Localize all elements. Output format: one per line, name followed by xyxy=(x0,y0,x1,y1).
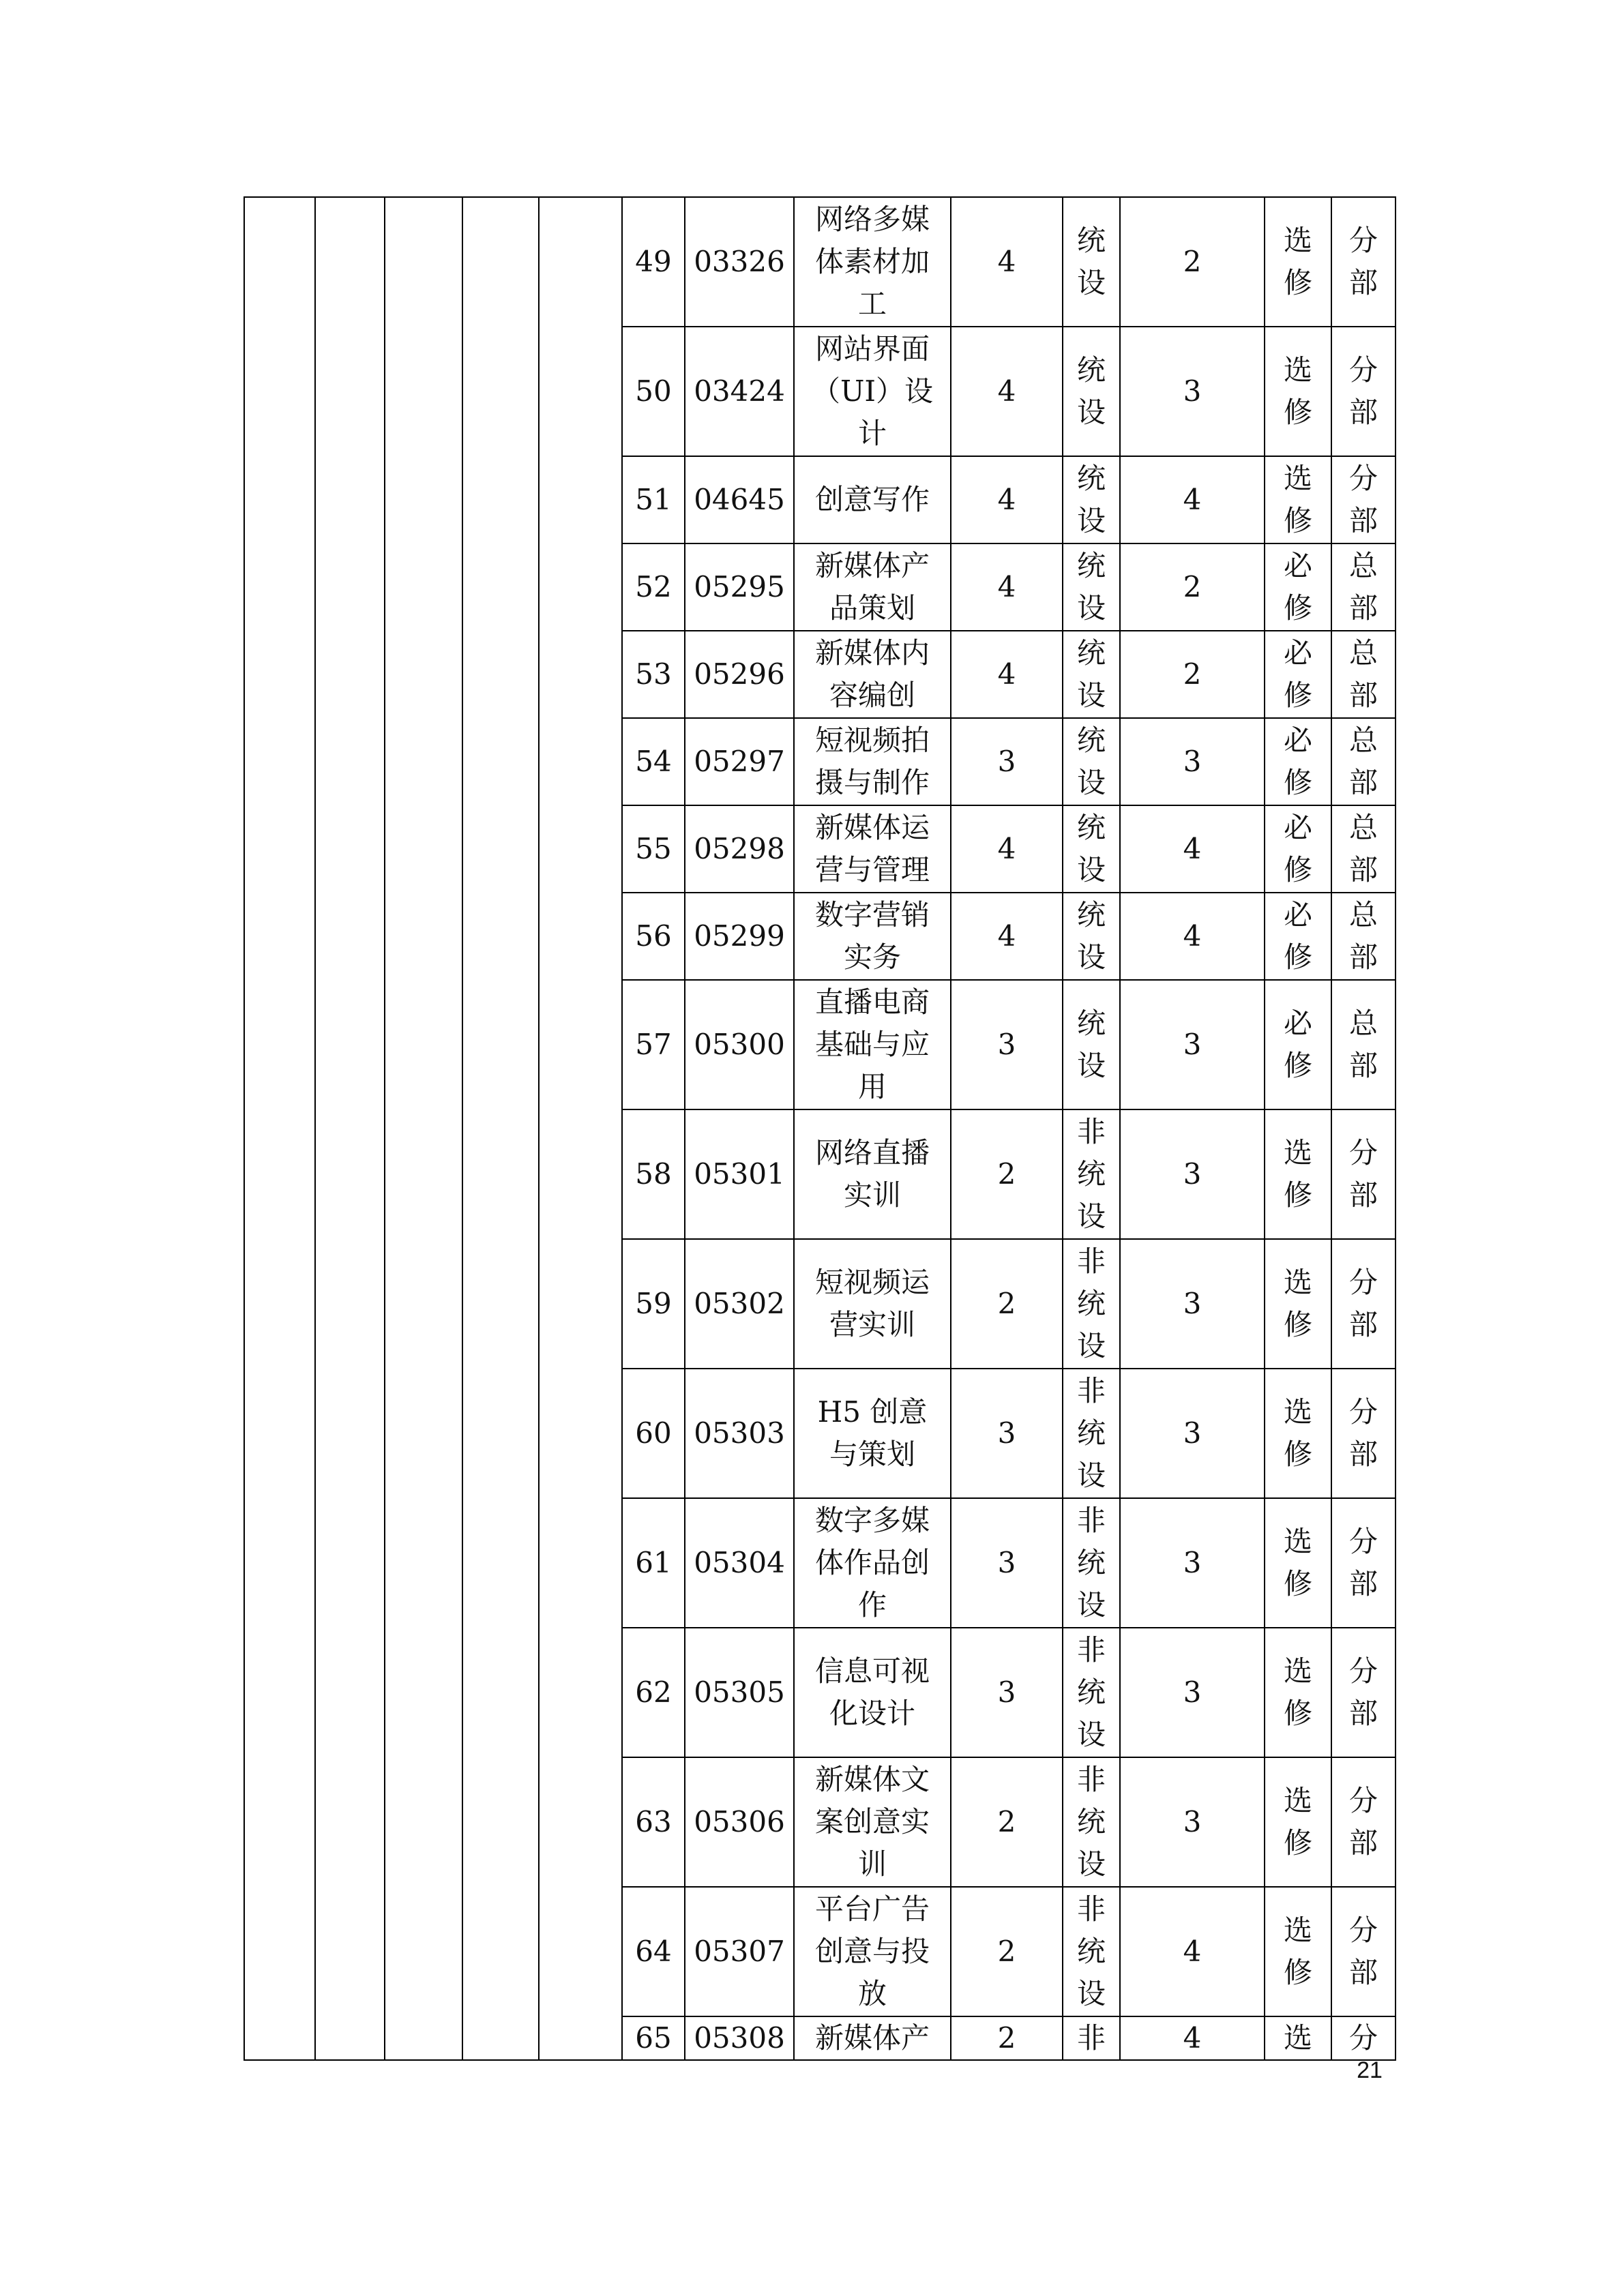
organizer-cell-text: 分 部 xyxy=(1348,1913,1378,1989)
seq-cell xyxy=(622,456,685,543)
seq-cell-text: 59 xyxy=(635,1287,672,1320)
course-type-cell-text: 选 修 xyxy=(1283,1654,1312,1730)
seq-cell xyxy=(622,543,685,631)
credits-cell xyxy=(951,1239,1063,1369)
credits-cell-text: 4 xyxy=(997,832,1016,865)
semester-cell-text: 3 xyxy=(1183,1675,1202,1709)
seq-cell xyxy=(622,1628,685,1757)
seq-cell xyxy=(622,197,685,327)
credits-cell xyxy=(951,631,1063,718)
semester-cell xyxy=(1120,1369,1265,1498)
organizer-cell-text: 总 部 xyxy=(1348,811,1378,886)
course-name-cell xyxy=(794,631,951,718)
semester-cell-text: 2 xyxy=(1183,245,1202,278)
seq-cell xyxy=(622,327,685,456)
organizer-cell-text: 总 部 xyxy=(1348,636,1378,712)
textbook-type-cell-text: 非 统 设 xyxy=(1076,1892,1106,2010)
course-code-cell-text: 05303 xyxy=(694,1416,785,1450)
course-type-cell xyxy=(1265,543,1331,631)
merged-blank-cell xyxy=(539,197,622,2060)
course-type-cell xyxy=(1265,1109,1331,1239)
course-code-cell-text: 03326 xyxy=(694,245,785,278)
credits-cell-text: 3 xyxy=(997,1546,1016,1579)
seq-cell-text: 56 xyxy=(635,919,672,953)
textbook-type-cell-text: 非 统 设 xyxy=(1076,1633,1106,1751)
credits-cell xyxy=(951,805,1063,893)
textbook-type-cell xyxy=(1063,893,1120,980)
course-type-cell xyxy=(1265,2016,1331,2060)
textbook-type-cell-text: 统 设 xyxy=(1076,724,1106,799)
course-code-cell-text: 05307 xyxy=(694,1935,785,1968)
course-name-cell-text: 平台广告 创意与投 放 xyxy=(814,1892,930,2010)
seq-cell xyxy=(622,1109,685,1239)
organizer-cell-text: 分 部 xyxy=(1348,1395,1378,1471)
course-code-cell-text: 05300 xyxy=(694,1028,785,1061)
semester-cell xyxy=(1120,1109,1265,1239)
course-code-cell xyxy=(685,543,794,631)
semester-cell-text: 3 xyxy=(1183,1287,1202,1320)
semester-cell xyxy=(1120,631,1265,718)
seq-cell xyxy=(622,980,685,1109)
seq-cell xyxy=(622,1498,685,1628)
semester-cell xyxy=(1120,1757,1265,1887)
course-type-cell xyxy=(1265,1887,1331,2016)
semester-cell xyxy=(1120,1498,1265,1628)
credits-cell-text: 2 xyxy=(997,1805,1016,1838)
course-type-cell xyxy=(1265,1239,1331,1369)
course-name-cell xyxy=(794,980,951,1109)
semester-cell xyxy=(1120,456,1265,543)
textbook-type-cell xyxy=(1063,980,1120,1109)
course-code-cell xyxy=(685,327,794,456)
textbook-type-cell xyxy=(1063,1887,1120,2016)
credits-cell xyxy=(951,1369,1063,1498)
course-name-cell-text: 新媒体运 营与管理 xyxy=(814,811,930,886)
credits-cell-text: 4 xyxy=(997,374,1016,408)
course-code-cell-text: 05296 xyxy=(694,657,785,691)
credits-cell-text: 2 xyxy=(997,1157,1016,1191)
semester-cell-text: 2 xyxy=(1183,657,1202,691)
seq-cell-text: 64 xyxy=(635,1935,672,1968)
semester-cell-text: 4 xyxy=(1183,2021,1202,2055)
credits-cell-text: 4 xyxy=(997,483,1016,516)
course-code-cell-text: 05297 xyxy=(694,745,785,778)
seq-cell-text: 65 xyxy=(635,2021,672,2055)
semester-cell xyxy=(1120,1628,1265,1757)
semester-cell xyxy=(1120,1887,1265,2016)
semester-cell-text: 3 xyxy=(1183,1805,1202,1838)
course-name-cell-text: 网络多媒 体素材加 工 xyxy=(814,203,930,320)
semester-cell-text: 4 xyxy=(1183,919,1202,953)
textbook-type-cell xyxy=(1063,1498,1120,1628)
seq-cell-text: 49 xyxy=(635,245,672,278)
semester-cell-text: 3 xyxy=(1183,1157,1202,1191)
seq-cell xyxy=(622,2016,685,2060)
course-type-cell xyxy=(1265,805,1331,893)
organizer-cell-text: 分 部 xyxy=(1348,462,1378,537)
course-code-cell-text: 05305 xyxy=(694,1675,785,1709)
course-name-cell xyxy=(794,1628,951,1757)
credits-cell xyxy=(951,1498,1063,1628)
organizer-cell xyxy=(1331,1239,1396,1369)
textbook-type-cell-text: 统 设 xyxy=(1076,1007,1106,1082)
organizer-cell-text: 分 xyxy=(1348,2021,1378,2055)
organizer-cell xyxy=(1331,2016,1396,2060)
semester-cell-text: 3 xyxy=(1183,374,1202,408)
organizer-cell xyxy=(1331,1757,1396,1887)
seq-cell-text: 62 xyxy=(635,1675,672,1709)
course-type-cell-text: 选 修 xyxy=(1283,1266,1312,1341)
course-type-cell-text: 选 修 xyxy=(1283,1784,1312,1860)
organizer-cell-text: 总 部 xyxy=(1348,898,1378,974)
semester-cell xyxy=(1120,2016,1265,2060)
textbook-type-cell xyxy=(1063,456,1120,543)
course-type-cell-text: 选 xyxy=(1283,2021,1312,2055)
course-type-cell-text: 选 修 xyxy=(1283,1136,1312,1212)
credits-cell-text: 4 xyxy=(997,657,1016,691)
course-code-cell-text: 05302 xyxy=(694,1287,785,1320)
course-name-cell xyxy=(794,893,951,980)
textbook-type-cell xyxy=(1063,1369,1120,1498)
course-name-cell-text: 直播电商 基础与应 用 xyxy=(814,985,930,1103)
course-code-cell xyxy=(685,893,794,980)
credits-cell-text: 3 xyxy=(997,1675,1016,1709)
course-type-cell-text: 选 修 xyxy=(1283,1913,1312,1989)
course-code-cell-text: 04645 xyxy=(694,483,785,516)
course-code-cell xyxy=(685,1887,794,2016)
credits-cell-text: 3 xyxy=(997,1028,1016,1061)
merged-blank-cell xyxy=(244,197,315,2060)
seq-cell-text: 60 xyxy=(635,1416,672,1450)
course-type-cell xyxy=(1265,1628,1331,1757)
credits-cell xyxy=(951,1628,1063,1757)
seq-cell xyxy=(622,631,685,718)
course-type-cell xyxy=(1265,718,1331,805)
organizer-cell xyxy=(1331,327,1396,456)
credits-cell-text: 3 xyxy=(997,745,1016,778)
course-code-cell xyxy=(685,1369,794,1498)
course-name-cell xyxy=(794,543,951,631)
semester-cell-text: 2 xyxy=(1183,570,1202,603)
textbook-type-cell-text: 统 设 xyxy=(1076,549,1106,625)
credits-cell-text: 3 xyxy=(997,1416,1016,1450)
course-code-cell xyxy=(685,805,794,893)
seq-cell-text: 52 xyxy=(635,570,672,603)
organizer-cell-text: 分 部 xyxy=(1348,1136,1378,1212)
course-name-cell-text: 数字营销 实务 xyxy=(814,898,930,974)
course-name-cell-text: 新媒体产 品策划 xyxy=(814,549,930,625)
course-code-cell xyxy=(685,197,794,327)
textbook-type-cell xyxy=(1063,1239,1120,1369)
course-type-cell xyxy=(1265,893,1331,980)
course-type-cell-text: 必 修 xyxy=(1283,811,1312,886)
course-code-cell-text: 03424 xyxy=(694,374,785,408)
course-code-cell xyxy=(685,2016,794,2060)
course-name-cell xyxy=(794,1498,951,1628)
course-code-cell xyxy=(685,1109,794,1239)
course-type-cell xyxy=(1265,1498,1331,1628)
organizer-cell xyxy=(1331,456,1396,543)
seq-cell-text: 57 xyxy=(635,1028,672,1061)
semester-cell xyxy=(1120,1239,1265,1369)
seq-cell-text: 53 xyxy=(635,657,672,691)
merged-blank-cell xyxy=(462,197,539,2060)
seq-cell xyxy=(622,805,685,893)
seq-cell xyxy=(622,1369,685,1498)
course-code-cell xyxy=(685,718,794,805)
textbook-type-cell xyxy=(1063,1628,1120,1757)
course-name-cell xyxy=(794,1757,951,1887)
textbook-type-cell-text: 统 设 xyxy=(1076,462,1106,537)
textbook-type-cell xyxy=(1063,327,1120,456)
course-name-cell xyxy=(794,718,951,805)
course-name-cell xyxy=(794,1369,951,1498)
seq-cell-text: 55 xyxy=(635,832,672,865)
seq-cell xyxy=(622,1757,685,1887)
organizer-cell-text: 分 部 xyxy=(1348,353,1378,429)
organizer-cell xyxy=(1331,1628,1396,1757)
course-type-cell-text: 必 修 xyxy=(1283,898,1312,974)
semester-cell-text: 4 xyxy=(1183,832,1202,865)
course-name-cell xyxy=(794,805,951,893)
organizer-cell-text: 总 部 xyxy=(1348,724,1378,799)
credits-cell-text: 4 xyxy=(997,570,1016,603)
seq-cell xyxy=(622,718,685,805)
semester-cell xyxy=(1120,543,1265,631)
course-code-cell-text: 05306 xyxy=(694,1805,785,1838)
course-code-cell-text: 05298 xyxy=(694,832,785,865)
course-type-cell xyxy=(1265,197,1331,327)
course-name-cell-text: 数字多媒 体作品创 作 xyxy=(814,1504,930,1622)
course-code-cell-text: 05308 xyxy=(694,2021,785,2055)
course-name-cell-text: 短视频拍 摄与制作 xyxy=(814,724,930,799)
credits-cell xyxy=(951,980,1063,1109)
course-name-cell-text: 短视频运 营实训 xyxy=(814,1266,930,1341)
textbook-type-cell xyxy=(1063,543,1120,631)
credits-cell xyxy=(951,197,1063,327)
course-code-cell xyxy=(685,1498,794,1628)
organizer-cell xyxy=(1331,543,1396,631)
seq-cell xyxy=(622,1887,685,2016)
organizer-cell-text: 分 部 xyxy=(1348,1654,1378,1730)
course-type-cell-text: 必 修 xyxy=(1283,724,1312,799)
organizer-cell-text: 分 部 xyxy=(1348,1266,1378,1341)
course-code-cell-text: 05295 xyxy=(694,570,785,603)
organizer-cell-text: 分 部 xyxy=(1348,1784,1378,1860)
credits-cell xyxy=(951,1109,1063,1239)
textbook-type-cell-text: 非 统 设 xyxy=(1076,1504,1106,1622)
course-type-cell xyxy=(1265,980,1331,1109)
course-name-cell xyxy=(794,1239,951,1369)
course-type-cell-text: 选 修 xyxy=(1283,224,1312,299)
seq-cell-text: 50 xyxy=(635,374,672,408)
course-type-cell-text: 选 修 xyxy=(1283,1525,1312,1600)
course-name-cell-text: 网站界面 （UI）设 计 xyxy=(812,332,933,450)
semester-cell xyxy=(1120,327,1265,456)
textbook-type-cell-text: 非 统 设 xyxy=(1076,1244,1106,1362)
organizer-cell-text: 总 部 xyxy=(1348,1007,1378,1082)
course-code-cell xyxy=(685,1628,794,1757)
textbook-type-cell-text: 统 设 xyxy=(1076,898,1106,974)
seq-cell xyxy=(622,1239,685,1369)
organizer-cell-text: 总 部 xyxy=(1348,549,1378,625)
course-name-cell xyxy=(794,1109,951,1239)
course-type-cell xyxy=(1265,631,1331,718)
course-type-cell-text: 选 修 xyxy=(1283,1395,1312,1471)
textbook-type-cell xyxy=(1063,1757,1120,1887)
semester-cell xyxy=(1120,718,1265,805)
semester-cell-text: 4 xyxy=(1183,483,1202,516)
credits-cell xyxy=(951,1757,1063,1887)
organizer-cell xyxy=(1331,1498,1396,1628)
semester-cell-text: 3 xyxy=(1183,1028,1202,1061)
course-code-cell-text: 05304 xyxy=(694,1546,785,1579)
course-name-cell xyxy=(794,456,951,543)
table-body xyxy=(244,197,1396,2060)
textbook-type-cell-text: 非 统 设 xyxy=(1076,1115,1106,1233)
course-name-cell-text: 创意写作 xyxy=(814,483,930,516)
textbook-type-cell xyxy=(1063,805,1120,893)
seq-cell-text: 54 xyxy=(635,745,672,778)
course-type-cell xyxy=(1265,1369,1331,1498)
organizer-cell xyxy=(1331,631,1396,718)
organizer-cell xyxy=(1331,1109,1396,1239)
credits-cell xyxy=(951,456,1063,543)
semester-cell xyxy=(1120,805,1265,893)
page-number: 21 xyxy=(1357,2057,1383,2083)
credits-cell xyxy=(951,1887,1063,2016)
seq-cell-text: 58 xyxy=(635,1157,672,1191)
course-type-cell xyxy=(1265,456,1331,543)
credits-cell xyxy=(951,893,1063,980)
credits-cell-text: 2 xyxy=(997,1935,1016,1968)
textbook-type-cell xyxy=(1063,718,1120,805)
organizer-cell xyxy=(1331,893,1396,980)
course-code-cell xyxy=(685,631,794,718)
textbook-type-cell-text: 统 设 xyxy=(1076,224,1106,299)
organizer-cell xyxy=(1331,980,1396,1109)
organizer-cell xyxy=(1331,1887,1396,2016)
textbook-type-cell-text: 非 统 设 xyxy=(1076,1763,1106,1881)
textbook-type-cell-text: 非 xyxy=(1076,2021,1106,2055)
textbook-type-cell-text: 统 设 xyxy=(1076,353,1106,429)
organizer-cell-text: 分 部 xyxy=(1348,224,1378,299)
semester-cell-text: 3 xyxy=(1183,1416,1202,1450)
credits-cell xyxy=(951,2016,1063,2060)
credits-cell xyxy=(951,327,1063,456)
credits-cell-text: 2 xyxy=(997,2021,1016,2055)
course-type-cell-text: 选 修 xyxy=(1283,353,1312,429)
course-name-cell xyxy=(794,1887,951,2016)
credits-cell-text: 4 xyxy=(997,245,1016,278)
organizer-cell xyxy=(1331,718,1396,805)
textbook-type-cell xyxy=(1063,197,1120,327)
course-name-cell xyxy=(794,197,951,327)
organizer-cell xyxy=(1331,1369,1396,1498)
course-code-cell-text: 05301 xyxy=(694,1157,785,1191)
course-name-cell-text: 新媒体文 案创意实 训 xyxy=(814,1763,930,1881)
course-code-cell xyxy=(685,1757,794,1887)
semester-cell-text: 3 xyxy=(1183,1546,1202,1579)
credits-cell-text: 2 xyxy=(997,1287,1016,1320)
organizer-cell-text: 分 部 xyxy=(1348,1525,1378,1600)
course-table xyxy=(243,196,1396,2061)
textbook-type-cell-text: 统 设 xyxy=(1076,811,1106,886)
semester-cell xyxy=(1120,980,1265,1109)
course-name-cell-text: 新媒体产 xyxy=(814,2021,930,2055)
course-name-cell-text: 新媒体内 容编创 xyxy=(814,636,930,712)
textbook-type-cell-text: 统 设 xyxy=(1076,636,1106,712)
textbook-type-cell-text: 非 统 设 xyxy=(1076,1374,1106,1492)
merged-blank-cell xyxy=(315,197,385,2060)
credits-cell xyxy=(951,543,1063,631)
seq-cell-text: 61 xyxy=(635,1546,672,1579)
merged-blank-cell xyxy=(385,197,462,2060)
semester-cell xyxy=(1120,197,1265,327)
course-code-cell xyxy=(685,1239,794,1369)
course-type-cell-text: 必 修 xyxy=(1283,636,1312,712)
course-type-cell-text: 选 修 xyxy=(1283,462,1312,537)
seq-cell xyxy=(622,893,685,980)
course-type-cell-text: 必 修 xyxy=(1283,1007,1312,1082)
course-code-cell-text: 05299 xyxy=(694,919,785,953)
course-code-cell xyxy=(685,980,794,1109)
semester-cell-text: 3 xyxy=(1183,745,1202,778)
semester-cell xyxy=(1120,893,1265,980)
seq-cell-text: 51 xyxy=(635,483,672,516)
course-type-cell xyxy=(1265,1757,1331,1887)
textbook-type-cell xyxy=(1063,2016,1120,2060)
credits-cell-text: 4 xyxy=(997,919,1016,953)
course-name-cell xyxy=(794,327,951,456)
textbook-type-cell xyxy=(1063,1109,1120,1239)
course-type-cell-text: 必 修 xyxy=(1283,549,1312,625)
course-name-cell-text: 网络直播 实训 xyxy=(814,1136,930,1212)
organizer-cell xyxy=(1331,197,1396,327)
course-type-cell xyxy=(1265,327,1331,456)
semester-cell-text: 4 xyxy=(1183,1935,1202,1968)
course-name-cell-text: H5 创意 与策划 xyxy=(817,1395,928,1471)
table-row xyxy=(244,197,1396,327)
course-name-cell xyxy=(794,2016,951,2060)
course-name-cell-text: 信息可视 化设计 xyxy=(814,1654,930,1730)
course-code-cell xyxy=(685,456,794,543)
textbook-type-cell xyxy=(1063,631,1120,718)
organizer-cell xyxy=(1331,805,1396,893)
seq-cell-text: 63 xyxy=(635,1805,672,1838)
credits-cell xyxy=(951,718,1063,805)
